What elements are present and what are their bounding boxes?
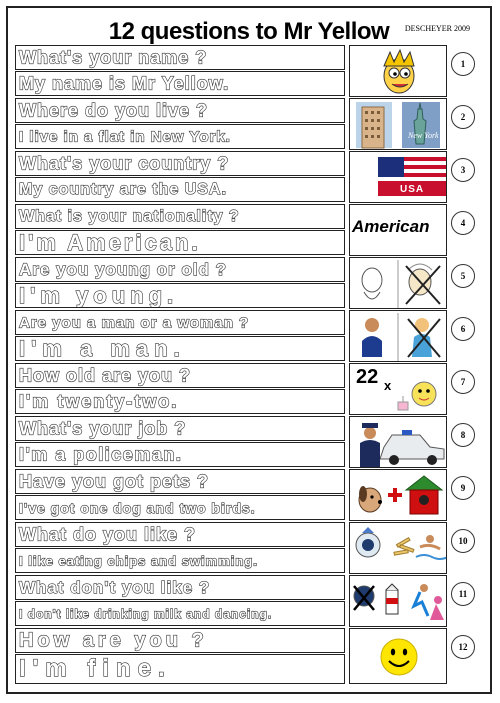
question-row-12 bbox=[15, 628, 485, 686]
question-text: What do you like ? bbox=[19, 524, 197, 544]
question-box bbox=[15, 45, 345, 70]
answer-text: My name is Mr Yellow. bbox=[19, 73, 230, 93]
answer-box bbox=[15, 442, 345, 467]
answer-text: I don't like drinking milk and dancing. bbox=[19, 606, 273, 621]
question-row-2 bbox=[15, 98, 485, 151]
question-box bbox=[15, 151, 345, 176]
answer-text: My country are the USA. bbox=[19, 180, 227, 198]
picture-box bbox=[349, 575, 447, 627]
question-number: 11 bbox=[451, 582, 475, 606]
young-old-faces-icon bbox=[350, 258, 447, 309]
answer-box bbox=[15, 548, 345, 573]
question-number: 6 bbox=[451, 317, 475, 341]
picture-label: American bbox=[352, 217, 430, 236]
question-box bbox=[15, 416, 345, 441]
answer-text: I'm fine. bbox=[19, 655, 172, 682]
answer-box bbox=[15, 601, 345, 626]
picture-box bbox=[349, 98, 447, 150]
answer-box bbox=[15, 71, 345, 96]
smiley-icon bbox=[350, 629, 447, 684]
question-box bbox=[15, 310, 345, 335]
question-box bbox=[15, 522, 345, 547]
answer-text: I live in a flat in New York. bbox=[19, 128, 231, 145]
answer-text: I'm a policeman. bbox=[19, 444, 183, 464]
question-number: 3 bbox=[451, 158, 475, 182]
question-row-7 bbox=[15, 363, 485, 416]
question-number: 4 bbox=[451, 211, 475, 235]
answer-box bbox=[15, 336, 345, 361]
question-row-3 bbox=[15, 151, 485, 204]
picture-label: 22 bbox=[356, 366, 379, 388]
picture-box bbox=[349, 522, 447, 574]
picture-box bbox=[349, 416, 447, 468]
police-car-icon bbox=[350, 417, 447, 468]
picture-box bbox=[349, 151, 447, 203]
picture-box bbox=[349, 257, 447, 309]
question-row-11 bbox=[15, 575, 485, 628]
question-text: Have you got pets ? bbox=[19, 471, 210, 491]
page-title: 12 questions to Mr Yellow bbox=[108, 18, 390, 45]
answer-text: I've got one dog and two birds. bbox=[19, 499, 256, 516]
birthday-icon bbox=[350, 364, 447, 415]
question-text: How are you ? bbox=[19, 629, 208, 651]
question-box bbox=[15, 257, 345, 282]
question-text: Are you a man or a woman ? bbox=[19, 314, 250, 331]
question-row-1 bbox=[15, 45, 485, 98]
picture-sub: x bbox=[384, 378, 392, 393]
answer-box bbox=[15, 495, 345, 520]
new-york-buildings-icon bbox=[350, 99, 447, 150]
question-number: 2 bbox=[451, 105, 475, 129]
picture-box bbox=[349, 628, 447, 684]
question-row-5 bbox=[15, 257, 485, 310]
question-box bbox=[15, 204, 345, 229]
answer-box bbox=[15, 177, 345, 202]
question-text: What's your name ? bbox=[19, 47, 208, 67]
question-number: 5 bbox=[451, 264, 475, 288]
question-row-4 bbox=[15, 204, 485, 257]
answer-text: I'm a man. bbox=[19, 336, 186, 361]
chips-swimming-icon bbox=[350, 523, 447, 574]
question-box bbox=[15, 363, 345, 388]
question-number: 8 bbox=[451, 423, 475, 447]
question-text: How old are you ? bbox=[19, 365, 192, 385]
cartoon-face-icon bbox=[350, 46, 447, 97]
question-number: 9 bbox=[451, 476, 475, 500]
answer-box bbox=[15, 654, 345, 684]
picture-label: USA bbox=[400, 184, 425, 195]
question-row-10 bbox=[15, 522, 485, 575]
question-text: What's your job ? bbox=[19, 418, 187, 438]
question-number: 12 bbox=[451, 635, 475, 659]
answer-text: I'm American. bbox=[19, 230, 201, 255]
answer-box bbox=[15, 283, 345, 308]
answer-text: I'm twenty-two. bbox=[19, 391, 179, 411]
answer-box bbox=[15, 230, 345, 255]
answer-text: I'm young. bbox=[19, 283, 179, 308]
question-number: 10 bbox=[451, 529, 475, 553]
picture-box bbox=[349, 310, 447, 362]
picture-box bbox=[349, 363, 447, 415]
picture-box bbox=[349, 469, 447, 521]
question-box bbox=[15, 98, 345, 123]
question-row-9 bbox=[15, 469, 485, 522]
question-text: What's your country ? bbox=[19, 153, 230, 173]
question-box bbox=[15, 628, 345, 653]
dog-birdhouse-icon bbox=[350, 470, 447, 521]
question-box bbox=[15, 575, 345, 600]
picture-box bbox=[349, 45, 447, 97]
question-text: What don't you like ? bbox=[19, 577, 211, 597]
question-text: What is your nationality ? bbox=[19, 207, 240, 225]
milk-dancing-icon bbox=[350, 576, 447, 627]
answer-box bbox=[15, 389, 345, 414]
question-row-6 bbox=[15, 310, 485, 363]
question-number: 1 bbox=[451, 52, 475, 76]
answer-text: I like eating chips and swimming. bbox=[19, 553, 258, 568]
man-woman-icon bbox=[350, 311, 447, 362]
picture-label: New York bbox=[408, 131, 439, 140]
picture-box bbox=[349, 204, 447, 256]
author-credit: DESCHEYER 2009 bbox=[404, 24, 470, 33]
answer-box bbox=[15, 124, 345, 149]
question-text: Are you young or old ? bbox=[19, 259, 228, 279]
question-row-8 bbox=[15, 416, 485, 469]
question-text: Where do you live ? bbox=[19, 100, 209, 120]
question-box bbox=[15, 469, 345, 494]
usa-flag-icon bbox=[350, 152, 447, 203]
question-number: 7 bbox=[451, 370, 475, 394]
